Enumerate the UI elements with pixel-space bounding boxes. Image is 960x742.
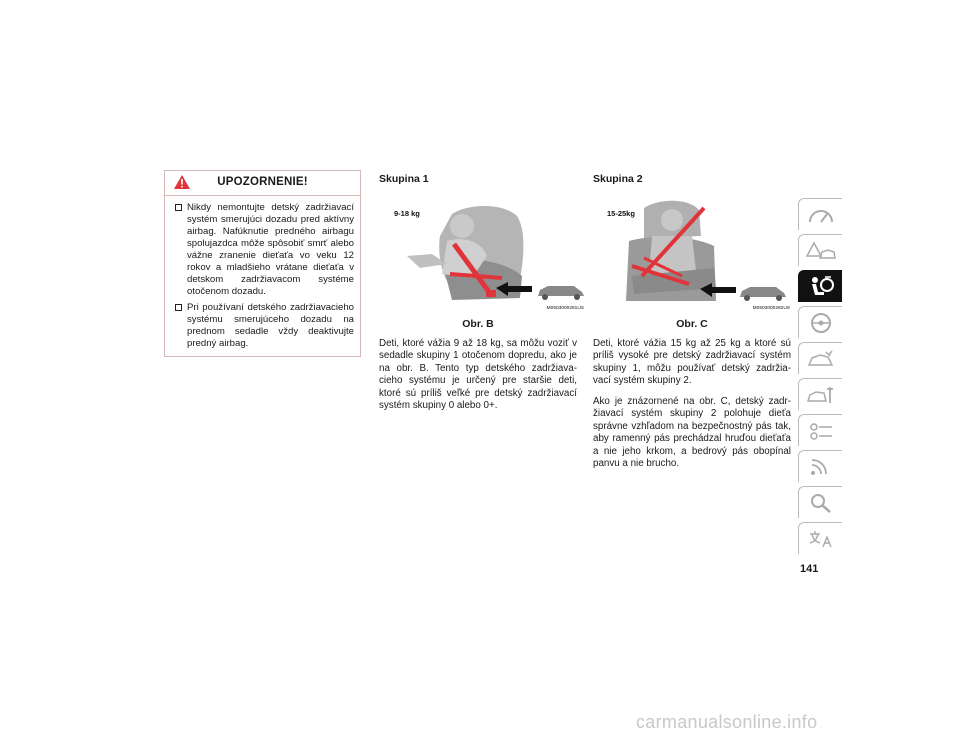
figure-b [392, 196, 592, 312]
figure-b-weight: 9-18 kg [394, 209, 420, 218]
group1-heading: Skupina 1 [379, 173, 429, 185]
languages-icon [806, 528, 836, 550]
warning-title: UPOZORNENIE! [217, 176, 308, 188]
child-seat-group2-illustration [604, 196, 794, 312]
tab-index[interactable] [798, 486, 842, 518]
warning-list [165, 196, 360, 350]
figure-c-caption: Obr. C [676, 318, 708, 330]
checkbox-bullet-icon [175, 304, 182, 311]
search-icon [806, 492, 836, 514]
tab-multimedia[interactable] [798, 450, 842, 482]
figure-c-weight: 15-25kg [607, 209, 635, 218]
warning-item: Pri používaní detského zadržiavacieho systému smerujúceho dozadu na prednom sedadle vždy deaktivujte predný airbag. [175, 302, 354, 350]
warning-item: Nikdy nemontujte detský zadržiavací systém smerujúci dozadu pred aktívny airbag. Nafúknutie predného airbagu spolujazdca môže spôsobiť smrť alebo vážne zranenie dieťaťa vo veku 12 rokov a mladšieho vrátane dieťaťa v detskom zadržiavacom systéme otočenom dozadu. [175, 202, 354, 298]
page-number: 141 [800, 563, 819, 575]
tab-dashboard[interactable] [798, 198, 842, 230]
child-seat-group1-illustration [392, 196, 592, 312]
group2-heading: Skupina 2 [593, 173, 643, 185]
chapter-tabs [798, 198, 842, 558]
group2-paragraph-1: Deti, ktoré vážia 15 kg až 25 kg a ktoré sú príliš vysoké pre detský zadržiavací systém skupiny 1, môžu používať detský zadržia-vací systém skupiny 2. [593, 338, 791, 387]
warning-box [164, 170, 361, 357]
car-warning-icon [806, 240, 836, 262]
tab-service[interactable] [798, 378, 842, 410]
figure-b-code: M0503000281US [546, 306, 584, 311]
figure-c-code: M0503000282US [752, 306, 790, 311]
car-icon [740, 287, 786, 301]
group1-paragraph: Deti, ktoré vážia 9 až 18 kg, sa môžu voziť v sedadle skupiny 1 otočenom dopredu, ako je na obr. B. Tento typ detského zadržiava-cieho systému je určený pre staršie deti, ktoré sú príliš veľké pre detský zadržiavací systém skupiny 0 alebo 0+. [379, 338, 577, 412]
tab-specifications[interactable] [798, 414, 842, 446]
tab-warnings[interactable] [798, 234, 842, 266]
watermark: carmanualsonline.info [636, 712, 818, 732]
car-icon [538, 286, 584, 300]
car-crash-icon [806, 348, 836, 370]
specifications-icon [806, 420, 836, 442]
checkbox-bullet-icon [175, 204, 182, 211]
figure-b-caption: Obr. B [462, 318, 494, 330]
warning-header [165, 171, 360, 196]
tab-languages[interactable] [798, 522, 842, 554]
multimedia-icon [806, 456, 836, 478]
figure-c [604, 196, 794, 312]
tab-safety[interactable] [798, 270, 842, 302]
car-service-icon [806, 384, 836, 406]
group2-paragraph-2: Ako je znázornené na obr. C, detský zadr-žiavací systém skupiny 2 polohuje dieťa správne vzhľadom na bezpečnostný pás tak, aby ramenný pás prechádzal hruďou dieťaťa a nie jeho krkom, a bedrový pás obopínal panvu a nie brucho. [593, 396, 791, 470]
airbag-seat-icon [806, 275, 836, 299]
steering-wheel-icon [806, 312, 836, 334]
dashboard-gauge-icon [806, 204, 836, 226]
tab-driving[interactable] [798, 306, 842, 338]
tab-emergency[interactable] [798, 342, 842, 374]
